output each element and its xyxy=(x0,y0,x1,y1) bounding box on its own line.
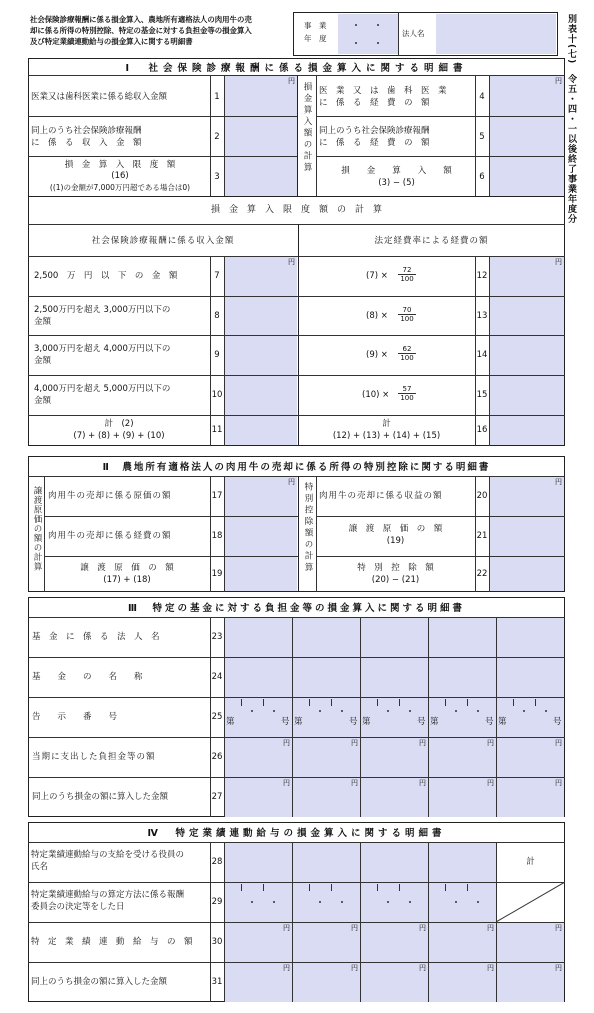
row-4-label: に 係 る 経 費 の 額 xyxy=(319,98,430,108)
bonus-cell[interactable] xyxy=(361,843,428,882)
bonus-cell[interactable] xyxy=(293,963,360,1002)
date-tick xyxy=(263,699,264,706)
yen-unit: 円 xyxy=(419,739,426,747)
row-5-label: に 係 る 経 費 の 額 xyxy=(319,138,430,148)
date-separator xyxy=(545,710,547,712)
section-2-title: Ⅱ 農地所有適格法人の肉用牛の売却に係る所得の特別控除に関する明細書 xyxy=(102,462,491,473)
amount-field-4[interactable] xyxy=(490,76,564,116)
date-tick xyxy=(467,699,468,706)
date-separator xyxy=(387,901,389,903)
date-separator xyxy=(319,901,321,903)
date-separator xyxy=(251,901,253,903)
fund-cell[interactable] xyxy=(497,778,564,817)
date-separator xyxy=(377,24,379,26)
bonus-cell[interactable] xyxy=(225,923,292,962)
yen-unit: 円 xyxy=(283,779,290,787)
corp-name-label: 法人名 xyxy=(402,29,425,38)
row-4-label: 医 業 又 は 歯 科 医 業 xyxy=(319,86,447,96)
side-label: 別表十(七) 令五・四・一以後終了事業年度分 xyxy=(566,14,576,225)
row-23-label: 基 金 に 係 る 法 人 名 xyxy=(32,632,160,642)
row-3-label: 損 金 算 入 限 度 額 xyxy=(64,160,176,170)
bonus-cell[interactable] xyxy=(225,963,292,1002)
row-19-label: (17) + (18) xyxy=(103,575,151,585)
date-tick xyxy=(309,699,310,706)
yen-unit: 円 xyxy=(555,924,562,932)
row-number: 2 xyxy=(214,132,220,142)
date-tick xyxy=(445,884,446,891)
yen-unit: 円 xyxy=(288,478,295,486)
row-number: 19 xyxy=(211,569,223,579)
yen-unit: 円 xyxy=(351,739,358,747)
row-number: 17 xyxy=(211,491,223,501)
row-number: 31 xyxy=(211,977,223,987)
fund-cell[interactable] xyxy=(361,618,428,657)
amount-field-3[interactable] xyxy=(225,157,297,196)
date-separator xyxy=(477,901,479,903)
date-separator xyxy=(341,710,343,712)
date-tick xyxy=(263,884,264,891)
amount-field-22[interactable] xyxy=(490,557,564,591)
row-29-label: 委員会の決定等をした日 xyxy=(31,902,125,912)
fund-cell[interactable] xyxy=(497,618,564,657)
row-number: 5 xyxy=(479,132,485,142)
fraction xyxy=(398,266,416,283)
amount-field-5[interactable] xyxy=(490,117,564,156)
row-number: 16 xyxy=(476,425,488,435)
row-30-label: 特 定 業 績 連 動 給 与 の 額 xyxy=(31,937,193,947)
amount-field-15[interactable] xyxy=(490,376,564,415)
row-number: 14 xyxy=(476,350,488,360)
date-tick xyxy=(399,884,400,891)
row-11-label: (7) + (8) + (9) + (10) xyxy=(73,431,165,441)
date-tick xyxy=(399,699,400,706)
row-number: 4 xyxy=(479,92,485,102)
fund-cell[interactable] xyxy=(361,658,428,697)
row-number: 8 xyxy=(214,311,220,321)
fiscal-label-1: 事 業 xyxy=(304,21,327,30)
section-4-title: Ⅳ 特定業績連動給与の損金算入に関する明細書 xyxy=(147,828,446,839)
amount-field-19[interactable] xyxy=(225,557,297,591)
row-number: 30 xyxy=(211,937,223,947)
fraction-numerator: 72 xyxy=(402,266,412,274)
limit-calc-title: 損 金 算 入 限 度 額 の 計 算 xyxy=(210,205,382,215)
col-left-header: 社会保険診療報酬に係る収入金額 xyxy=(91,236,235,246)
bonus-cell[interactable] xyxy=(293,843,360,882)
go-label: 号 xyxy=(485,717,494,727)
fund-cell[interactable] xyxy=(497,738,564,777)
title-line: 社会保険診療報酬に係る損金算入、農地所有適格法人の肉用牛の売 xyxy=(30,15,252,24)
yen-unit: 円 xyxy=(487,739,494,747)
fund-cell[interactable] xyxy=(293,738,360,777)
date-tick xyxy=(331,699,332,706)
amount-field-21[interactable] xyxy=(490,517,564,556)
formula-12: (7) × xyxy=(366,271,388,281)
row-17-label: 肉用牛の売却に係る原価の額 xyxy=(48,491,172,501)
row-number: 29 xyxy=(211,897,223,907)
date-separator xyxy=(355,24,357,26)
row-number: 21 xyxy=(476,531,488,541)
date-tick xyxy=(467,884,468,891)
date-separator xyxy=(409,901,411,903)
fund-cell[interactable] xyxy=(429,738,496,777)
date-tick xyxy=(309,884,310,891)
yen-unit: 円 xyxy=(555,478,562,486)
divider xyxy=(398,12,399,56)
fund-cell[interactable] xyxy=(293,778,360,817)
row-number: 12 xyxy=(476,271,488,281)
fund-cell[interactable] xyxy=(429,618,496,657)
bonus-cell[interactable] xyxy=(497,923,564,962)
date-separator xyxy=(409,710,411,712)
date-separator xyxy=(341,901,343,903)
yen-unit: 円 xyxy=(351,924,358,932)
amount-field-8[interactable] xyxy=(225,297,297,335)
date-separator xyxy=(477,710,479,712)
row-3-label: (16) xyxy=(111,171,129,181)
formula-14: (9) × xyxy=(366,350,388,360)
row-number: 7 xyxy=(214,271,220,281)
yen-unit: 円 xyxy=(555,739,562,747)
fund-cell[interactable] xyxy=(225,618,292,657)
row-number: 1 xyxy=(214,92,220,102)
date-separator xyxy=(377,42,379,44)
row-19-label: 譲 渡 原 価 の 額 xyxy=(80,563,174,573)
yen-unit: 円 xyxy=(283,964,290,972)
fund-cell[interactable] xyxy=(361,778,428,817)
yen-unit: 円 xyxy=(283,924,290,932)
row-number: 23 xyxy=(211,632,223,642)
fund-cell[interactable] xyxy=(429,778,496,817)
fraction-denominator: 100 xyxy=(400,315,414,323)
yen-unit: 円 xyxy=(487,964,494,972)
yen-unit: 円 xyxy=(351,964,358,972)
row-1-label: 医業又は歯科医業に係る総収入金額 xyxy=(31,92,168,102)
bonus-cell[interactable] xyxy=(293,923,360,962)
yen-unit: 円 xyxy=(283,739,290,747)
bonus-cell[interactable] xyxy=(497,963,564,1002)
date-tick xyxy=(513,699,514,706)
amount-field-1[interactable] xyxy=(225,76,297,116)
row-number: 27 xyxy=(211,792,223,802)
row-31-label: 同上のうち損金の額に算入した金額 xyxy=(31,977,168,987)
row-number: 24 xyxy=(211,672,223,682)
fraction-denominator: 100 xyxy=(400,275,414,283)
yen-unit: 円 xyxy=(555,779,562,787)
yen-unit: 円 xyxy=(419,964,426,972)
yen-unit: 円 xyxy=(555,964,562,972)
row-20-label: 肉用牛の売却に係る収益の額 xyxy=(319,491,443,501)
yen-unit: 円 xyxy=(555,258,562,266)
fund-cell[interactable] xyxy=(225,658,292,697)
row-6-label: (3) − (5) xyxy=(378,178,415,188)
fund-cell[interactable] xyxy=(361,738,428,777)
row-number: 28 xyxy=(211,857,223,867)
row-number: 11 xyxy=(211,425,223,435)
row-number: 10 xyxy=(211,390,223,400)
amount-field-7[interactable] xyxy=(225,257,297,296)
date-separator xyxy=(355,42,357,44)
amount-field-18[interactable] xyxy=(225,517,297,556)
row-3-label: ((1)の金額が7,000万円超である場合は0) xyxy=(49,183,191,192)
formula-13: (8) × xyxy=(366,311,388,321)
row-10-label: 金額 xyxy=(34,396,52,406)
fraction-denominator: 100 xyxy=(400,354,414,362)
bonus-cell[interactable] xyxy=(225,883,292,922)
row-16-label: (12) + (13) + (14) + (15) xyxy=(332,431,441,441)
bonus-cell[interactable] xyxy=(361,923,428,962)
go-label: 号 xyxy=(281,717,290,727)
bonus-cell[interactable] xyxy=(225,843,292,882)
amount-field-17[interactable] xyxy=(225,477,297,516)
row-26-label: 当期に支出した負担金等の額 xyxy=(32,752,156,762)
row-9-label: 金額 xyxy=(34,356,52,366)
fund-cell[interactable] xyxy=(225,738,292,777)
amount-field-13[interactable] xyxy=(490,297,564,335)
bonus-cell[interactable] xyxy=(429,963,496,1002)
date-separator xyxy=(273,901,275,903)
row-9-label: 3,000万円を超え 4,000万円以下の xyxy=(34,344,171,354)
date-tick xyxy=(377,884,378,891)
col-right-header: 法定経費率による経費の額 xyxy=(374,236,489,246)
date-separator xyxy=(523,710,525,712)
row-5-label: 同上のうち社会保険診療報酬 xyxy=(319,126,430,136)
go-label: 号 xyxy=(417,717,426,727)
amount-field-20[interactable] xyxy=(490,477,564,516)
row-number: 26 xyxy=(211,752,223,762)
bonus-cell[interactable] xyxy=(429,923,496,962)
row-2-label: に 係 る 収 入 金 額 xyxy=(31,138,142,148)
row-24-label: 基 金 の 名 称 xyxy=(32,672,143,682)
fraction-denominator: 100 xyxy=(400,394,414,402)
diagonal-strike xyxy=(496,882,565,922)
amount-field-16[interactable] xyxy=(490,416,564,445)
amount-field-9[interactable] xyxy=(225,336,297,375)
yen-unit: 円 xyxy=(555,77,562,85)
fraction xyxy=(398,345,416,362)
section-2-right-vertical: 特別控除額の計算 xyxy=(303,482,313,574)
row-number: 9 xyxy=(214,350,220,360)
yen-unit: 円 xyxy=(288,77,295,85)
amount-field-6[interactable] xyxy=(490,157,564,196)
row-22-label: 特 別 控 除 額 xyxy=(357,563,434,573)
fiscal-year-field[interactable] xyxy=(338,14,398,54)
fraction-numerator: 57 xyxy=(402,385,412,393)
yen-unit: 円 xyxy=(351,779,358,787)
bonus-cell[interactable] xyxy=(429,843,496,882)
bonus-cell[interactable] xyxy=(429,883,496,922)
row-10-label: 4,000万円を超え 5,000万円以下の xyxy=(34,384,171,394)
row-11-label: 計 (2) xyxy=(104,419,134,429)
amount-field-12[interactable] xyxy=(490,257,564,296)
fund-cell[interactable] xyxy=(293,658,360,697)
bonus-cell[interactable] xyxy=(361,963,428,1002)
amount-field-11[interactable] xyxy=(225,416,297,445)
go-label: 号 xyxy=(553,717,562,727)
dai-label: 第 xyxy=(226,717,235,727)
title-line: 却に係る所得の特別控除、特定の基金に対する負担金等の損金算入 xyxy=(30,26,252,35)
bonus-cell[interactable] xyxy=(293,883,360,922)
row-28-label: 特定業績連動給与の支給を受ける役員の xyxy=(31,850,185,860)
total-label: 計 xyxy=(526,857,535,867)
row-22-label: (20) − (21) xyxy=(371,575,420,585)
date-separator xyxy=(455,710,457,712)
row-number: 6 xyxy=(479,172,485,182)
go-label: 号 xyxy=(349,717,358,727)
row-number: 13 xyxy=(476,311,488,321)
row-28-label: 氏名 xyxy=(31,862,49,872)
yen-unit: 円 xyxy=(288,258,295,266)
title-line: 及び特定業績連動給与の損金算入に関する明細書 xyxy=(30,37,193,46)
row-27-label: 同上のうち損金の額に算入した金額 xyxy=(32,792,169,802)
row-8-label: 金額 xyxy=(34,317,52,327)
date-separator xyxy=(319,710,321,712)
fund-cell[interactable] xyxy=(497,658,564,697)
row-2-label: 同上のうち社会保険診療報酬 xyxy=(31,126,142,136)
date-separator xyxy=(387,710,389,712)
row-number: 3 xyxy=(214,172,220,182)
date-separator xyxy=(251,710,253,712)
fiscal-label-2: 年 度 xyxy=(304,34,327,43)
dai-label: 第 xyxy=(294,717,303,727)
row-number: 22 xyxy=(476,569,488,579)
section-1-title: Ⅰ 社会保険診療報酬に係る損金算入に関する明細書 xyxy=(125,63,468,74)
row-18-label: 肉用牛の売却に係る経費の額 xyxy=(48,531,172,541)
dai-label: 第 xyxy=(362,717,371,727)
yen-unit: 円 xyxy=(419,779,426,787)
date-tick xyxy=(377,699,378,706)
date-tick xyxy=(331,884,332,891)
date-tick xyxy=(445,699,446,706)
amount-field-2[interactable] xyxy=(225,117,297,156)
section-3-title: Ⅲ 特定の基金に対する負担金等の損金算入に関する明細書 xyxy=(128,603,465,614)
row-number: 20 xyxy=(476,491,488,501)
yen-unit: 円 xyxy=(487,924,494,932)
row-number: 15 xyxy=(476,390,488,400)
dai-label: 第 xyxy=(430,717,439,727)
bonus-cell[interactable] xyxy=(361,883,428,922)
yen-unit: 円 xyxy=(419,924,426,932)
fraction xyxy=(398,385,416,402)
diagonal-line xyxy=(496,882,565,922)
row-21-label: 譲 渡 原 価 の 額 xyxy=(348,524,443,534)
fund-cell[interactable] xyxy=(225,778,292,817)
row-25-label: 告 示 番 号 xyxy=(32,712,118,722)
date-tick xyxy=(241,699,242,706)
fraction xyxy=(398,306,416,323)
form-title xyxy=(30,14,292,47)
row-6-label: 損 金 算 入 額 xyxy=(341,166,452,176)
row-number: 18 xyxy=(211,531,223,541)
fraction-numerator: 62 xyxy=(402,345,412,353)
row-21-label: (19) xyxy=(386,536,405,546)
date-separator xyxy=(455,901,457,903)
yen-unit: 円 xyxy=(487,779,494,787)
formula-15: (10) × xyxy=(362,390,390,400)
amount-field-10[interactable] xyxy=(225,376,297,415)
section-1-vertical-label: 損金算入額の計算 xyxy=(302,82,312,174)
fund-cell[interactable] xyxy=(429,658,496,697)
fraction-numerator: 70 xyxy=(402,306,412,314)
date-tick xyxy=(241,884,242,891)
corp-name-field[interactable] xyxy=(436,14,556,54)
section-2-left-vertical: 譲渡原価の額の計算 xyxy=(32,486,42,572)
row-number: 25 xyxy=(211,712,223,722)
dai-label: 第 xyxy=(498,717,507,727)
fund-cell[interactable] xyxy=(293,618,360,657)
amount-field-14[interactable] xyxy=(490,336,564,375)
row-16-label: 計 xyxy=(382,419,391,429)
date-tick xyxy=(535,699,536,706)
row-7-label: 2,500 万 円 以 下 の 金 額 xyxy=(34,271,178,281)
row-8-label: 2,500万円を超え 3,000万円以下の xyxy=(34,305,171,315)
date-separator xyxy=(273,710,275,712)
row-29-label: 特定業績連動給与の算定方法に係る報酬 xyxy=(31,890,185,900)
